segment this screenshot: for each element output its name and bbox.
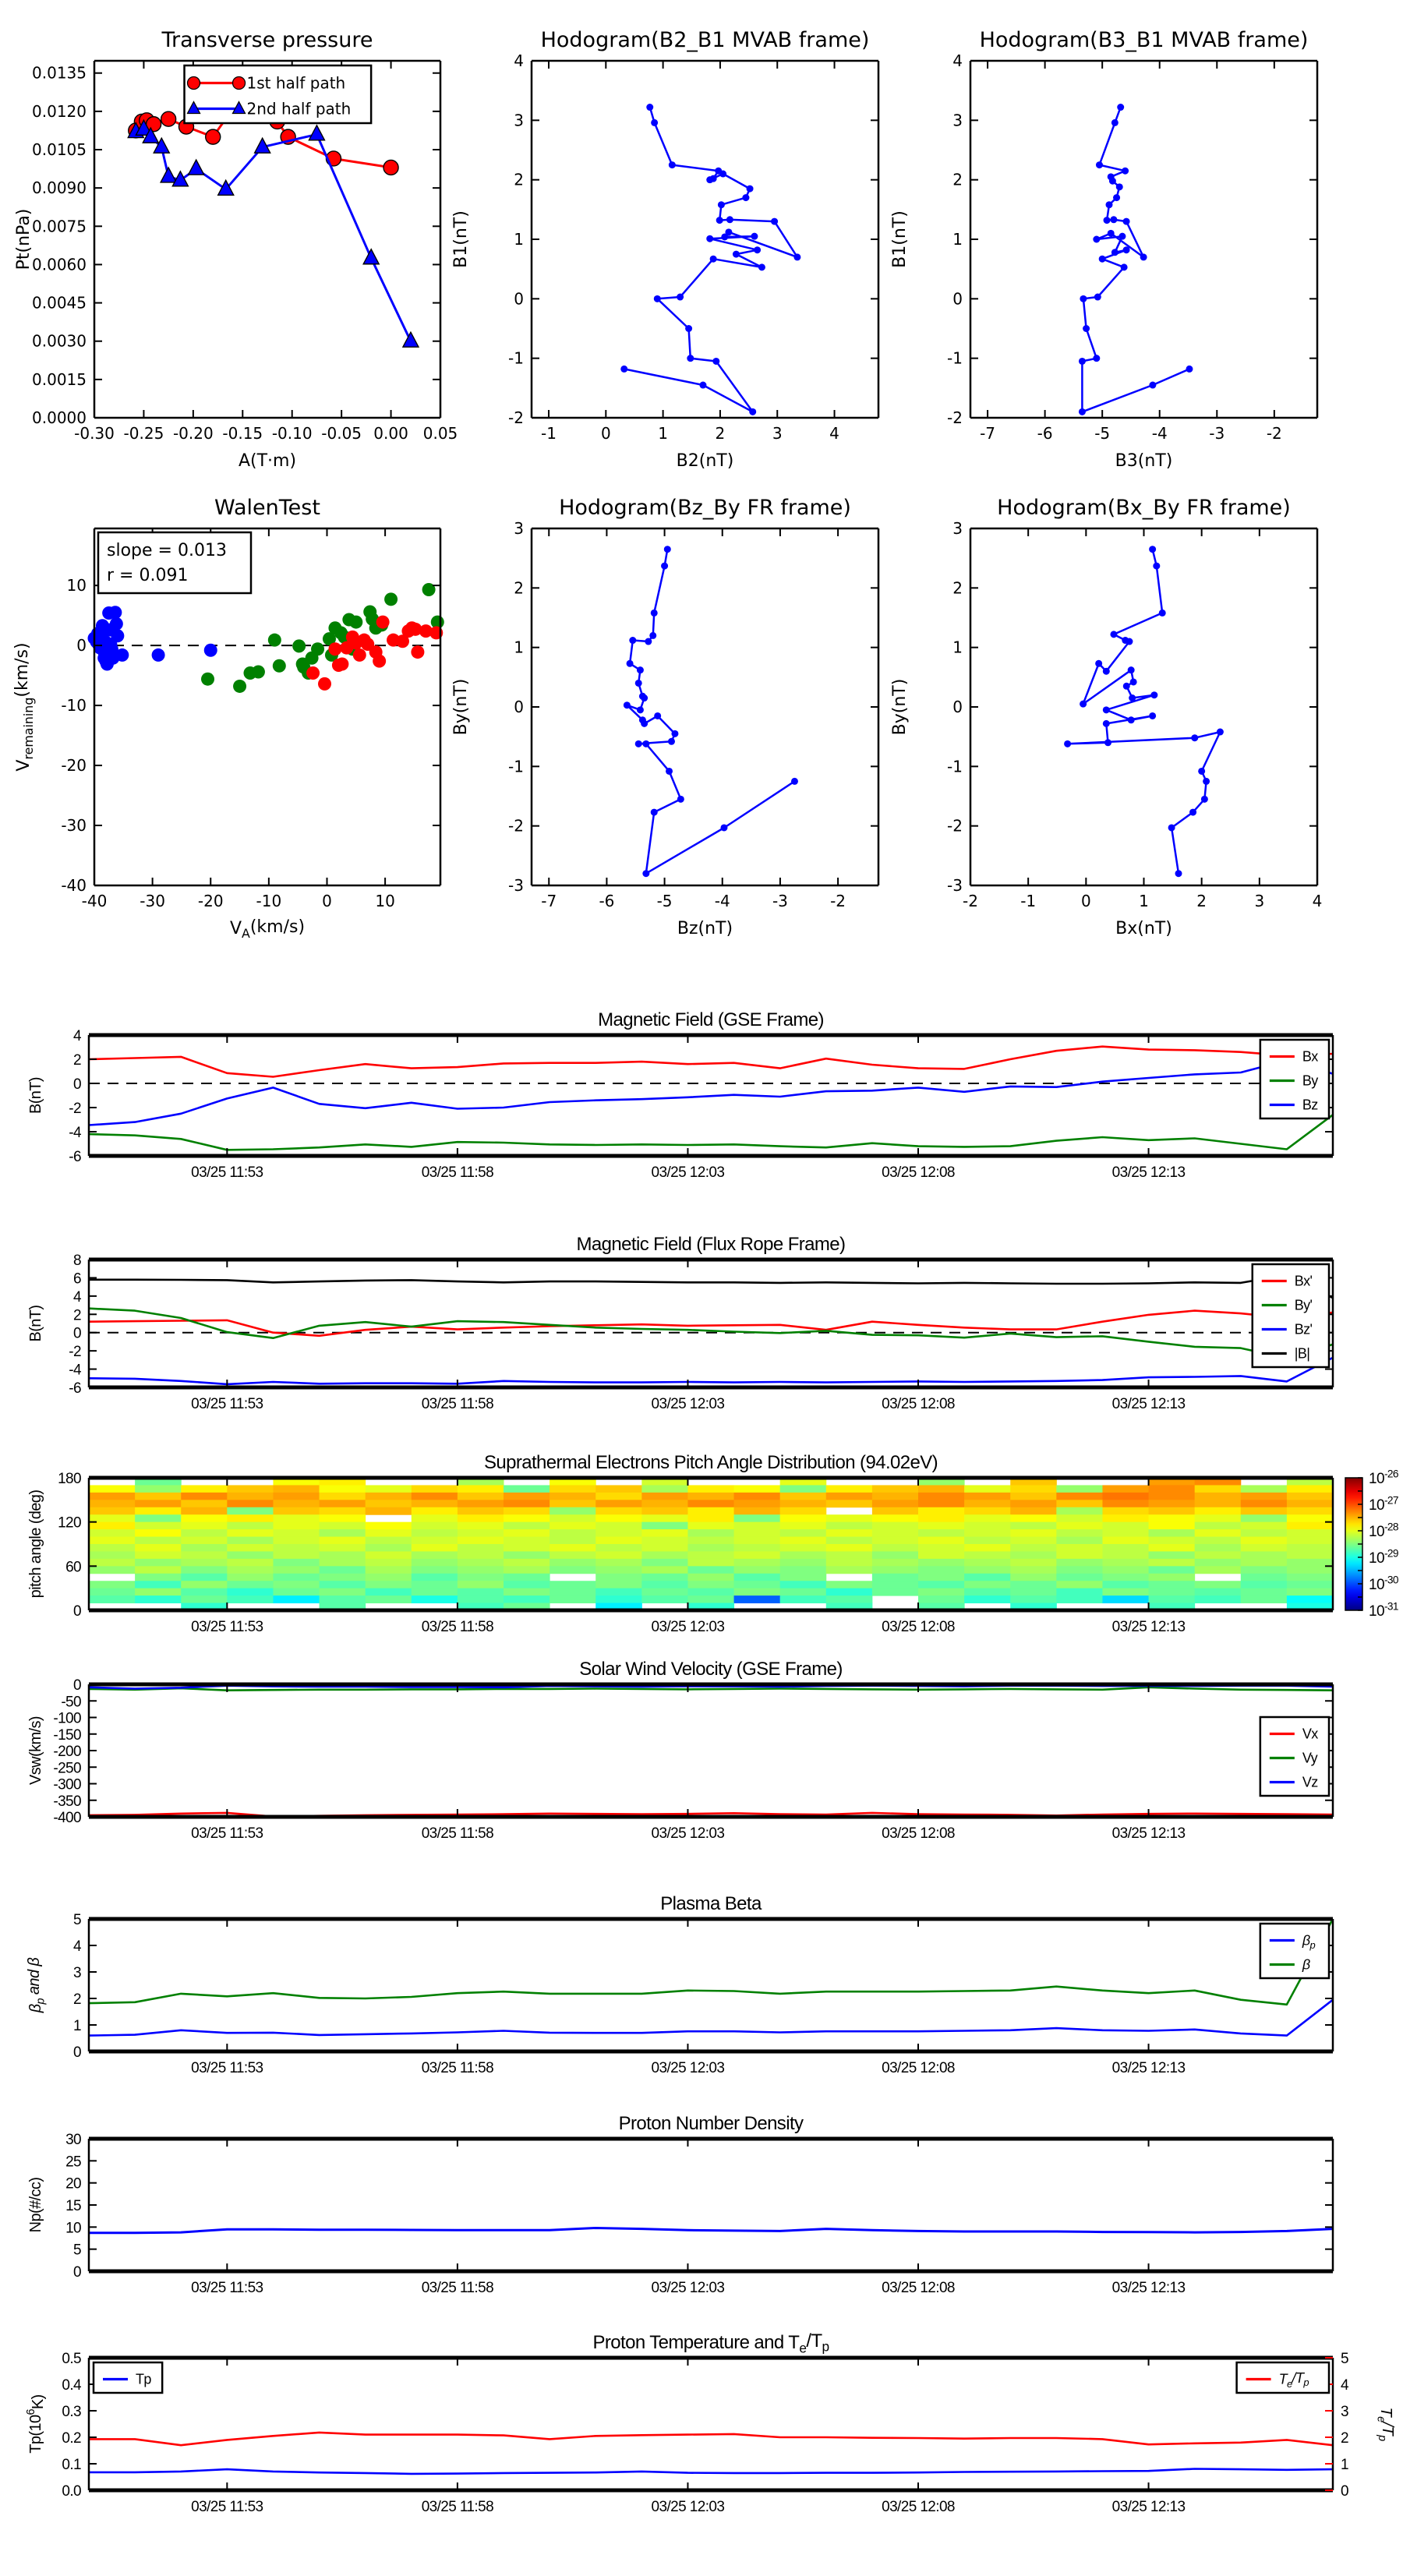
y-tick-label: -10 bbox=[61, 696, 87, 716]
x-axis-label: Bx(nT) bbox=[1115, 919, 1172, 938]
x-tick-label: 2 bbox=[715, 424, 726, 443]
y-tick-label: 180 bbox=[58, 1471, 81, 1487]
x-tick-label: 03/25 11:58 bbox=[421, 1825, 494, 1842]
x-tick-label: 03/25 12:13 bbox=[1111, 2499, 1186, 2515]
y-tick-label: -3 bbox=[508, 876, 524, 895]
colorbar bbox=[1345, 1468, 1399, 1620]
x-tick-label: 03/25 11:53 bbox=[191, 1825, 263, 1842]
y-tick-label: 30 bbox=[65, 2132, 81, 2148]
x-tick-label: 03/25 12:08 bbox=[882, 1825, 955, 1842]
legend-item-label: β bbox=[1302, 1956, 1310, 1973]
colorbar-tick-label: $10^{-27}$ bbox=[1369, 1494, 1398, 1514]
x-tick-label: 03/25 12:03 bbox=[651, 1825, 725, 1842]
y-tick-label: 8 bbox=[73, 1253, 81, 1269]
x-tick-label: -0.20 bbox=[172, 424, 214, 443]
x-tick-label: 03/25 12:08 bbox=[882, 2280, 955, 2296]
y-axis-label: B(nT) bbox=[27, 1076, 44, 1115]
series--_-p- bbox=[89, 2000, 1333, 2036]
y-tick-label: 2 bbox=[952, 578, 963, 598]
x-tick-label: 03/25 12:03 bbox=[651, 2499, 725, 2515]
x-tick-label: -30 bbox=[140, 892, 165, 910]
colorbar-tick-label: $10^{-28}$ bbox=[1369, 1521, 1398, 1540]
x-axis bbox=[980, 61, 1282, 443]
series-b2-b1-path bbox=[620, 104, 800, 415]
axes-box bbox=[532, 528, 878, 885]
y-tick-label: 4 bbox=[73, 1938, 81, 1955]
y-tick-label: -2 bbox=[947, 816, 963, 836]
legend bbox=[185, 65, 372, 123]
colorbar-tick-label: $10^{-30}$ bbox=[1369, 1574, 1398, 1593]
y-tick-label: 20 bbox=[65, 2175, 81, 2193]
y-axis bbox=[65, 2132, 1333, 2281]
y-tick-label: 2 bbox=[73, 1052, 81, 1069]
x-tick-label: 03/25 12:03 bbox=[651, 1619, 725, 1635]
x-tick-label: -0.25 bbox=[123, 424, 164, 443]
y-tick-label: 0 bbox=[73, 2264, 81, 2281]
x-axis-label: B3(nT) bbox=[1115, 451, 1173, 471]
y-tick-label: 0.0000 bbox=[32, 408, 87, 427]
y-tick-label: -6 bbox=[69, 1149, 81, 1165]
y-tick-label: 3 bbox=[73, 1965, 81, 1981]
legend-item-label: By bbox=[1302, 1072, 1318, 1089]
y-axis-label: By(nT) bbox=[890, 678, 910, 736]
y-axis bbox=[508, 51, 878, 427]
series-np bbox=[89, 2228, 1333, 2233]
x-tick-label: 03/25 11:58 bbox=[421, 2060, 494, 2076]
y-tick-label: 0 bbox=[952, 698, 963, 716]
x-tick-label: 03/25 12:08 bbox=[882, 1164, 955, 1181]
x-axis-label: Bz(nT) bbox=[677, 919, 733, 938]
annotation-line: r = 0.091 bbox=[107, 566, 189, 585]
y-tick-label: 2 bbox=[952, 170, 963, 189]
y-tick-label: 0 bbox=[73, 1076, 81, 1093]
x-tick-label: -3 bbox=[772, 892, 788, 910]
axes-box bbox=[532, 61, 878, 418]
x-tick-label: -2 bbox=[1266, 424, 1282, 443]
y-tick-label: 3 bbox=[514, 111, 524, 130]
y-tick-label: 0.0060 bbox=[32, 255, 87, 274]
epad-chart bbox=[27, 1452, 1399, 1635]
y-axis-label: Pt(nPa) bbox=[14, 208, 34, 270]
legend bbox=[1260, 1040, 1329, 1118]
y-tick-label: -150 bbox=[53, 1726, 81, 1744]
legend bbox=[1237, 2362, 1329, 2393]
x-tick-label: -0.05 bbox=[321, 424, 362, 443]
x-tick-label: 03/25 12:08 bbox=[882, 2060, 955, 2076]
axes-box bbox=[970, 528, 1317, 885]
mf-gse-chart bbox=[27, 1009, 1333, 1181]
x-tick-label: 03/25 12:03 bbox=[651, 2280, 725, 2296]
y-tick-label: 60 bbox=[65, 1559, 81, 1576]
y-axis-label: $Tp(10^6K)$ bbox=[25, 2394, 48, 2454]
x-tick-label: 03/25 12:08 bbox=[882, 1619, 955, 1635]
legend-item-label: Bz bbox=[1302, 1097, 1318, 1113]
y-tick-label: -1 bbox=[947, 757, 963, 776]
colorbar-tick-label: $10^{-26}$ bbox=[1369, 1468, 1398, 1487]
y2-axis bbox=[1325, 2351, 1396, 2500]
y-tick-label: -2 bbox=[508, 816, 524, 836]
y-tick-label: 0 bbox=[514, 698, 524, 716]
x-tick-label: -4 bbox=[714, 892, 730, 910]
y-tick-label: 0.4 bbox=[62, 2377, 81, 2394]
y-tick-label: 10 bbox=[66, 576, 87, 595]
x-axis-label: A(T·m) bbox=[238, 451, 297, 471]
x-tick-label: 03/25 12:13 bbox=[1111, 2060, 1186, 2076]
x-tick-label: 4 bbox=[829, 424, 839, 443]
x-tick-label: -6 bbox=[599, 892, 615, 910]
y-tick-label: 0 bbox=[73, 1603, 81, 1620]
legend-item-label: Tp bbox=[136, 2371, 151, 2387]
series-b3-b1-path bbox=[1079, 104, 1193, 415]
x-tick-label: -5 bbox=[1094, 424, 1111, 443]
y-tick-label: 1 bbox=[73, 2018, 81, 2034]
x-tick-label: -4 bbox=[1151, 424, 1168, 443]
legend bbox=[1260, 1924, 1329, 1978]
x-tick-label: 03/25 12:13 bbox=[1111, 1825, 1186, 1842]
y-axis-label: B(nT) bbox=[27, 1305, 44, 1342]
y-tick-label: -250 bbox=[53, 1760, 81, 1777]
x-tick-label: -2 bbox=[963, 892, 978, 910]
x-tick-label: 03/25 12:08 bbox=[882, 2499, 955, 2515]
hodogram-b3b1-chart bbox=[890, 28, 1317, 471]
y-tick-label: 0.0090 bbox=[32, 178, 87, 198]
x-tick-label: 0.00 bbox=[373, 424, 408, 443]
y2-tick-label: 2 bbox=[1341, 2430, 1348, 2447]
chart-title: Plasma Beta bbox=[660, 1893, 762, 1914]
legend bbox=[1260, 1717, 1329, 1796]
y-tick-label: 0.1 bbox=[62, 2457, 81, 2473]
hodogram-bxby-chart bbox=[890, 496, 1322, 938]
y-tick-label: 4 bbox=[73, 1288, 81, 1306]
chart-title: Suprathermal Electrons Pitch Angle Distribution (94.02eV) bbox=[483, 1452, 938, 1473]
y-tick-label: 4 bbox=[952, 51, 963, 70]
series-bx-by-path bbox=[1064, 546, 1224, 877]
x-tick-label: -7 bbox=[541, 892, 557, 910]
chart-title: Transverse pressure bbox=[161, 28, 373, 52]
x-tick-label: -0.15 bbox=[222, 424, 263, 443]
y-tick-label: 0.0015 bbox=[32, 369, 87, 389]
y-tick-label: 4 bbox=[514, 51, 524, 70]
x-tick-label: 3 bbox=[772, 424, 783, 443]
series-tp bbox=[89, 2469, 1333, 2474]
y-tick-label: 0.2 bbox=[62, 2430, 81, 2447]
chart-title: Hodogram(Bz_By FR frame) bbox=[559, 496, 851, 520]
x-tick-label: -3 bbox=[1209, 424, 1225, 443]
x-tick-label: 0.05 bbox=[422, 424, 458, 443]
y-axis-label: Np(#/cc) bbox=[27, 2177, 44, 2233]
hodogram-b2b1-chart bbox=[451, 28, 878, 471]
legend-item-label: Bx bbox=[1302, 1048, 1318, 1065]
x-axis bbox=[541, 528, 846, 910]
legend-item-label: Vx bbox=[1302, 1726, 1318, 1742]
y-tick-label: 1 bbox=[952, 638, 963, 657]
annotation-line: slope = 0.013 bbox=[107, 541, 227, 560]
chart-title: Solar Wind Velocity (GSE Frame) bbox=[579, 1659, 843, 1680]
x-tick-label: -20 bbox=[197, 892, 224, 910]
y-tick-label: 4 bbox=[73, 1028, 81, 1044]
y-tick-label: 0 bbox=[73, 2044, 81, 2061]
chart-title: Hodogram(B3_B1 MVAB frame) bbox=[979, 28, 1309, 52]
y-axis bbox=[508, 519, 878, 895]
x-tick-label: 03/25 11:53 bbox=[191, 1396, 263, 1412]
heatmap-cells bbox=[89, 1478, 1334, 1611]
x-tick-label: 03/25 12:13 bbox=[1111, 1396, 1186, 1412]
y-tick-label: -2 bbox=[508, 408, 524, 427]
series-bx bbox=[89, 1047, 1333, 1077]
y-axis bbox=[73, 1912, 1333, 2061]
series--b- bbox=[89, 1275, 1333, 1298]
y-axis bbox=[53, 1677, 1333, 1826]
y-tick-label: 0.0030 bbox=[32, 331, 87, 351]
y-tick-label: -400 bbox=[53, 1810, 81, 1826]
y-tick-label: -40 bbox=[61, 876, 87, 895]
x-tick-label: -2 bbox=[830, 892, 846, 910]
series-bz bbox=[89, 1061, 1333, 1125]
vsw-chart bbox=[27, 1659, 1333, 1842]
x-tick-label: 10 bbox=[375, 892, 395, 910]
y-tick-label: 0 bbox=[952, 289, 963, 309]
x-tick-label: -5 bbox=[656, 892, 673, 910]
x-tick-label: 03/25 11:53 bbox=[191, 1164, 263, 1181]
chart-title: Proton Temperature and $T_e/T_p$ bbox=[592, 2330, 829, 2356]
y-tick-label: -2 bbox=[69, 1344, 81, 1361]
y-tick-label: 10 bbox=[65, 2220, 81, 2237]
y-tick-label: 1 bbox=[514, 230, 524, 249]
x-tick-label: 0 bbox=[322, 892, 332, 910]
y2-axis-label: $T_e/T_p$ bbox=[1374, 2407, 1396, 2441]
y2-tick-label: 3 bbox=[1341, 2404, 1348, 2420]
legend-item-label: Bx' bbox=[1294, 1273, 1313, 1289]
y-tick-label: -50 bbox=[61, 1694, 81, 1711]
colorbar-tick-label: $10^{-29}$ bbox=[1369, 1547, 1398, 1567]
axes-box bbox=[89, 1260, 1333, 1387]
series-bz-by-path bbox=[624, 546, 798, 877]
x-tick-label: 0 bbox=[600, 424, 611, 443]
x-tick-label: 03/25 12:03 bbox=[651, 1164, 725, 1181]
series-vy bbox=[89, 1687, 1333, 1691]
series-inbound bbox=[88, 606, 217, 670]
y-tick-label: 2 bbox=[514, 578, 524, 598]
y-tick-label: 0 bbox=[73, 1325, 81, 1342]
transverse-pressure-chart bbox=[14, 28, 458, 471]
y-tick-label: -4 bbox=[69, 1362, 81, 1379]
x-tick-label: -1 bbox=[541, 424, 557, 443]
x-tick-label: 03/25 12:03 bbox=[651, 2060, 725, 2076]
y-tick-label: 0.0120 bbox=[32, 101, 87, 121]
x-tick-label: 03/25 11:58 bbox=[421, 2280, 494, 2296]
y-tick-label: 0.0105 bbox=[32, 140, 87, 160]
y-axis-label: B1(nT) bbox=[451, 210, 471, 268]
series-- bbox=[89, 1919, 1333, 2005]
legend bbox=[1253, 1264, 1329, 1367]
y-tick-label: -300 bbox=[53, 1776, 81, 1793]
tp-chart bbox=[25, 2330, 1396, 2515]
y-tick-label: 2 bbox=[73, 1307, 81, 1324]
y-tick-label: 2 bbox=[514, 170, 524, 189]
x-tick-label: -6 bbox=[1037, 424, 1053, 443]
y-axis bbox=[947, 519, 1317, 895]
x-axis-label: B2(nT) bbox=[676, 451, 734, 471]
y-tick-label: -2 bbox=[947, 408, 963, 427]
chart-title: Hodogram(B2_B1 MVAB frame) bbox=[540, 28, 870, 52]
y-tick-label: 0 bbox=[73, 1677, 81, 1694]
y-tick-label: -1 bbox=[947, 348, 963, 368]
x-tick-label: 2 bbox=[1196, 892, 1207, 910]
x-axis bbox=[963, 528, 1322, 910]
x-tick-label: 03/25 11:53 bbox=[191, 2499, 263, 2515]
chart-title: WalenTest bbox=[214, 496, 320, 520]
x-axis-label: $V_A(km/s)$ bbox=[229, 917, 306, 942]
y-axis bbox=[947, 51, 1317, 427]
x-tick-label: 1 bbox=[658, 424, 668, 443]
axes-box bbox=[89, 1684, 1333, 1817]
y-tick-label: 5 bbox=[73, 2242, 81, 2259]
legend-item-label: $T_e/T_p$ bbox=[1278, 2370, 1309, 2390]
y-tick-label: 0.3 bbox=[62, 2404, 81, 2420]
y-tick-label: 0.5 bbox=[62, 2351, 81, 2367]
chart-title: Hodogram(Bx_By FR frame) bbox=[997, 496, 1291, 520]
x-tick-label: 03/25 11:58 bbox=[421, 1396, 494, 1412]
y-axis bbox=[62, 2351, 97, 2500]
x-tick-label: 03/25 11:53 bbox=[191, 1619, 263, 1635]
x-tick-label: 4 bbox=[1312, 892, 1323, 910]
y-tick-label: 0.0 bbox=[62, 2483, 81, 2500]
y-tick-label: -30 bbox=[61, 816, 87, 836]
mf-fr-chart bbox=[27, 1234, 1333, 1412]
np-chart bbox=[27, 2113, 1333, 2296]
x-tick-label: -1 bbox=[1020, 892, 1037, 910]
beta-chart bbox=[26, 1893, 1333, 2076]
y-tick-label: 1 bbox=[952, 230, 963, 249]
y-tick-label: -2 bbox=[69, 1101, 81, 1117]
x-tick-label: 03/25 12:13 bbox=[1111, 1164, 1186, 1181]
x-tick-label: 03/25 12:13 bbox=[1111, 2280, 1186, 2296]
y-tick-label: 0 bbox=[514, 289, 524, 309]
x-tick-label: -0.10 bbox=[271, 424, 313, 443]
y2-tick-label: 0 bbox=[1341, 2483, 1348, 2500]
x-tick-label: -40 bbox=[81, 892, 108, 910]
colorbar-tick-label: $10^{-31}$ bbox=[1369, 1600, 1398, 1620]
chart-title: Proton Number Density bbox=[618, 2113, 804, 2134]
y-tick-label: 0 bbox=[76, 636, 87, 655]
x-tick-label: -0.30 bbox=[74, 424, 115, 443]
axes-box bbox=[970, 61, 1317, 418]
y-tick-label: 25 bbox=[65, 2154, 81, 2171]
y2-tick-label: 5 bbox=[1341, 2351, 1348, 2367]
legend-item-label: 1st half path bbox=[246, 73, 346, 93]
legend-item-label: |B| bbox=[1294, 1345, 1310, 1362]
x-tick-label: 03/25 11:58 bbox=[421, 1619, 494, 1635]
y2-tick-label: 1 bbox=[1341, 2457, 1348, 2473]
y-axis-label: pitch angle (deg) bbox=[27, 1489, 44, 1599]
y-tick-label: 5 bbox=[73, 1912, 81, 1928]
legend-item-label: Vy bbox=[1302, 1750, 1317, 1766]
y-tick-label: 120 bbox=[58, 1514, 81, 1532]
x-tick-label: -10 bbox=[256, 892, 282, 910]
y-axis-label: By(nT) bbox=[451, 678, 471, 736]
series-2nd-half-path bbox=[128, 120, 419, 347]
x-tick-label: 3 bbox=[1254, 892, 1265, 910]
legend bbox=[94, 2362, 162, 2393]
axes-box bbox=[89, 2139, 1333, 2271]
x-tick-label: 03/25 12:08 bbox=[882, 1396, 955, 1412]
legend-item-label: $\beta_p$ bbox=[1302, 1932, 1316, 1951]
y-axis-label: $\beta_p$ and β bbox=[26, 1957, 48, 2013]
series-t_-e-t_-p- bbox=[89, 2433, 1333, 2445]
y-tick-label: -20 bbox=[61, 756, 87, 776]
legend-item-label: Bz' bbox=[1294, 1321, 1313, 1337]
x-tick-label: 03/25 12:13 bbox=[1111, 1619, 1186, 1635]
hodogram-bzby-chart bbox=[451, 496, 878, 938]
y-tick-label: 2 bbox=[73, 1991, 81, 2008]
x-tick-label: 03/25 12:03 bbox=[651, 1396, 725, 1412]
y-tick-label: -1 bbox=[508, 348, 524, 368]
y-tick-label: -100 bbox=[53, 1710, 81, 1727]
y-tick-label: 15 bbox=[65, 2198, 81, 2214]
x-tick-label: 03/25 11:58 bbox=[421, 2499, 494, 2515]
y-tick-label: -4 bbox=[69, 1125, 81, 1141]
y-tick-label: -1 bbox=[508, 757, 524, 776]
y-tick-label: -350 bbox=[53, 1793, 81, 1810]
y-tick-label: 3 bbox=[514, 519, 524, 538]
y-tick-label: 0.0045 bbox=[32, 293, 87, 313]
y-tick-label: 6 bbox=[73, 1270, 81, 1288]
x-tick-label: 1 bbox=[1139, 892, 1149, 910]
chart-title: Magnetic Field (GSE Frame) bbox=[598, 1009, 824, 1030]
y-tick-label: 1 bbox=[514, 638, 524, 657]
annotation-box bbox=[98, 532, 251, 593]
legend-item-label: By' bbox=[1294, 1297, 1313, 1313]
y-tick-label: 3 bbox=[952, 519, 963, 538]
x-tick-label: 03/25 11:58 bbox=[421, 1164, 494, 1181]
series-bz- bbox=[89, 1358, 1333, 1384]
x-tick-label: 03/25 11:53 bbox=[191, 2280, 263, 2296]
y-tick-label: -200 bbox=[53, 1744, 81, 1760]
y-tick-label: 3 bbox=[952, 111, 963, 130]
y-tick-label: 0.0075 bbox=[32, 217, 87, 236]
y-axis-label: $V_{remaining}(km/s)$ bbox=[12, 642, 37, 772]
y-axis-label: B1(nT) bbox=[890, 210, 910, 268]
series-by bbox=[89, 1115, 1333, 1150]
y2-tick-label: 4 bbox=[1341, 2377, 1348, 2394]
walen-test-chart bbox=[12, 496, 444, 941]
y-tick-label: 0.0135 bbox=[32, 63, 87, 83]
x-tick-label: 0 bbox=[1080, 892, 1091, 910]
x-tick-label: 03/25 11:53 bbox=[191, 2060, 263, 2076]
legend-item-label: Vz bbox=[1302, 1774, 1318, 1790]
chart-title: Magnetic Field (Flux Rope Frame) bbox=[576, 1234, 846, 1255]
x-axis bbox=[191, 1035, 1185, 1181]
y-axis-label: Vsw(km/s) bbox=[27, 1716, 44, 1785]
y-tick-label: -6 bbox=[69, 1380, 81, 1397]
x-tick-label: -7 bbox=[980, 424, 996, 443]
legend-item-label: 2nd half path bbox=[246, 99, 352, 118]
y-tick-label: -3 bbox=[947, 876, 963, 895]
